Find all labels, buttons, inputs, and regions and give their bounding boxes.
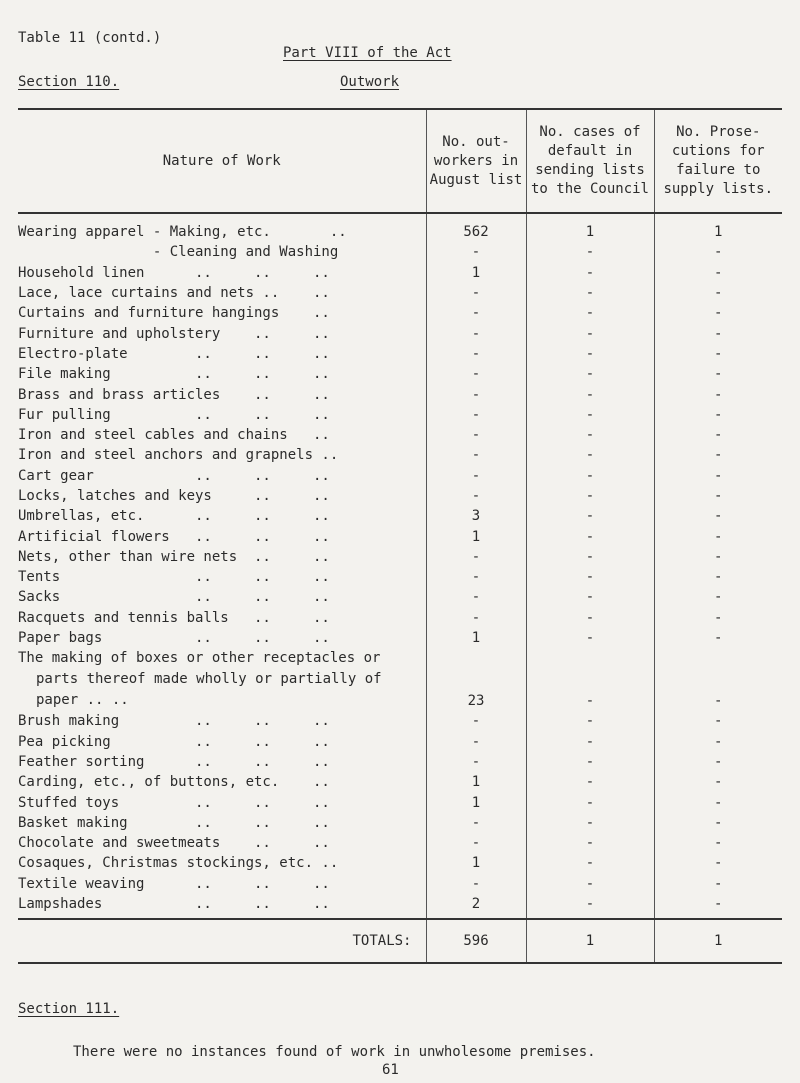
row-defaults: - (526, 567, 654, 587)
row-workers: 1 (426, 853, 526, 873)
row-prosecutions: - (654, 772, 782, 792)
row-workers: - (426, 567, 526, 587)
row-defaults: - (526, 323, 654, 343)
header-default-cases: No. cases of default in sending lists to the Council (526, 109, 654, 213)
table-row (18, 283, 782, 303)
row-defaults: - (526, 608, 654, 628)
table-row (18, 213, 782, 242)
table-row (18, 587, 782, 607)
row-prosecutions: 1 (654, 213, 782, 242)
table-row (18, 608, 782, 628)
row-workers: 1 (426, 772, 526, 792)
row-prosecutions: - (654, 466, 782, 486)
row-workers: - (426, 323, 526, 343)
row-workers: - (426, 813, 526, 833)
table-row (18, 466, 782, 486)
row-defaults: - (526, 813, 654, 833)
row-defaults: - (526, 364, 654, 384)
row-workers: 23 (426, 648, 526, 711)
row-workers: - (426, 425, 526, 445)
page-number: 61 (382, 1062, 399, 1078)
row-label: Nets, other than wire nets .. .. (18, 548, 330, 565)
row-workers: - (426, 466, 526, 486)
outwork-table (18, 108, 782, 964)
row-defaults: 1 (526, 213, 654, 242)
row-prosecutions: - (654, 874, 782, 894)
row-prosecutions: - (654, 344, 782, 364)
table-row (18, 772, 782, 792)
section-111-note: There were no instances found of work in unwholesome premises. (73, 1044, 596, 1060)
row-defaults: - (526, 405, 654, 425)
row-defaults: - (526, 242, 654, 262)
table-row (18, 853, 782, 873)
section-110-heading: Section 110. (18, 74, 120, 90)
row-defaults: - (526, 792, 654, 812)
row-label: Locks, latches and keys .. .. (18, 488, 330, 504)
row-prosecutions: - (654, 384, 782, 404)
row-workers: - (426, 833, 526, 853)
table-row (18, 323, 782, 343)
row-defaults: - (526, 263, 654, 283)
row-label: Lace, lace curtains and nets .. .. (18, 285, 330, 302)
row-defaults: - (526, 853, 654, 873)
row-prosecutions: - (654, 323, 782, 343)
table-row (18, 344, 782, 364)
row-prosecutions: - (654, 894, 782, 919)
row-defaults: - (526, 711, 654, 731)
row-prosecutions: - (654, 263, 782, 283)
row-label: Lampshades .. .. .. (18, 894, 426, 919)
header-prosecutions: No. Prose- cutions for failure to supply lists. (654, 109, 782, 213)
row-label: Carding, etc., of buttons, etc. .. (18, 774, 330, 791)
table-row (18, 628, 782, 648)
row-prosecutions: - (654, 303, 782, 323)
row-prosecutions: - (654, 853, 782, 873)
table-row (18, 648, 782, 711)
row-prosecutions: - (654, 833, 782, 853)
table-reference: Table 11 (contd.) (18, 30, 162, 46)
row-label: Cart gear .. .. .. (18, 467, 330, 484)
row-defaults: - (526, 587, 654, 607)
table-row (18, 711, 782, 731)
row-prosecutions: - (654, 486, 782, 506)
row-defaults: - (526, 628, 654, 648)
row-label: Wearing apparel - Making, etc. .. (18, 224, 347, 241)
table-row (18, 303, 782, 323)
totals-label: TOTALS: (18, 919, 426, 963)
row-label: The making of boxes or other receptacles or parts thereof made wholly or partially of paper .. .. (18, 650, 382, 709)
row-label: Brass and brass articles .. .. (18, 386, 330, 403)
row-label: Curtains and furniture hangings .. (18, 305, 330, 322)
row-prosecutions: - (654, 587, 782, 607)
row-prosecutions: - (654, 813, 782, 833)
row-workers: 1 (426, 792, 526, 812)
row-prosecutions: - (654, 752, 782, 772)
table-row (18, 486, 782, 506)
row-workers: - (426, 486, 526, 506)
row-prosecutions: - (654, 567, 782, 587)
total-defaults: 1 (526, 919, 654, 963)
row-workers: - (426, 608, 526, 628)
row-workers: - (426, 303, 526, 323)
table-row (18, 445, 782, 465)
table-row (18, 752, 782, 772)
row-label: Basket making .. .. .. (18, 814, 330, 831)
row-workers: 1 (426, 526, 526, 546)
totals-row (18, 919, 782, 963)
row-prosecutions: - (654, 547, 782, 567)
row-prosecutions: - (654, 732, 782, 752)
row-label: Cosaques, Christmas stockings, etc. .. (18, 855, 339, 872)
table-row (18, 567, 782, 587)
table-row (18, 732, 782, 752)
part-title: Part VIII of the Act (283, 45, 452, 61)
table-row (18, 526, 782, 546)
table-row (18, 384, 782, 404)
row-defaults: - (526, 506, 654, 526)
row-workers: - (426, 242, 526, 262)
row-defaults: - (526, 344, 654, 364)
table-row (18, 894, 782, 919)
row-label: Umbrellas, etc. .. .. .. (18, 508, 330, 525)
row-defaults: - (526, 526, 654, 546)
row-prosecutions: - (654, 405, 782, 425)
row-defaults: - (526, 648, 654, 711)
row-prosecutions: - (654, 648, 782, 711)
row-defaults: - (526, 833, 654, 853)
table-row (18, 813, 782, 833)
row-label: Artificial flowers .. .. .. (18, 528, 330, 545)
row-label: Textile weaving .. .. .. (18, 875, 330, 892)
row-prosecutions: - (654, 526, 782, 546)
table-row (18, 364, 782, 384)
row-defaults: - (526, 425, 654, 445)
row-label: Paper bags .. .. .. (18, 630, 330, 647)
row-workers: - (426, 587, 526, 607)
row-prosecutions: - (654, 506, 782, 526)
row-workers: 3 (426, 506, 526, 526)
row-defaults: - (526, 772, 654, 792)
row-prosecutions: - (654, 628, 782, 648)
row-prosecutions: - (654, 242, 782, 262)
row-workers: 2 (426, 894, 526, 919)
row-label: Iron and steel cables and chains .. (18, 427, 330, 444)
row-label: Furniture and upholstery .. .. (18, 325, 330, 342)
row-label: Chocolate and sweetmeats .. .. (18, 835, 330, 852)
header-outworkers: No. out- workers in August list (426, 109, 526, 213)
row-workers: - (426, 547, 526, 567)
row-prosecutions: - (654, 608, 782, 628)
row-workers: - (426, 405, 526, 425)
row-label: Racquets and tennis balls .. .. (18, 609, 330, 626)
row-defaults: - (526, 384, 654, 404)
row-workers: - (426, 874, 526, 894)
row-workers: 1 (426, 628, 526, 648)
row-prosecutions: - (654, 283, 782, 303)
row-label: Electro-plate .. .. .. (18, 345, 330, 362)
table-row (18, 263, 782, 283)
row-defaults: - (526, 303, 654, 323)
row-defaults: - (526, 486, 654, 506)
section-111-heading: Section 111. (18, 1001, 120, 1017)
row-workers: - (426, 384, 526, 404)
row-defaults: - (526, 466, 654, 486)
total-workers: 596 (426, 919, 526, 963)
table-header-row (18, 109, 782, 213)
row-prosecutions: - (654, 792, 782, 812)
row-label: Fur pulling .. .. .. (18, 406, 330, 423)
row-label: Tents .. .. .. (18, 569, 330, 586)
row-workers: - (426, 283, 526, 303)
row-label: - Cleaning and Washing (18, 244, 339, 261)
row-workers: - (426, 364, 526, 384)
row-defaults: - (526, 752, 654, 772)
row-defaults: - (526, 874, 654, 894)
table-body (18, 213, 782, 919)
row-workers: - (426, 344, 526, 364)
row-label: File making .. .. .. (18, 366, 330, 383)
table-row (18, 874, 782, 894)
row-defaults: - (526, 894, 654, 919)
row-prosecutions: - (654, 711, 782, 731)
row-prosecutions: - (654, 425, 782, 445)
row-label: Iron and steel anchors and grapnels .. (18, 447, 339, 464)
table-row (18, 242, 782, 262)
row-prosecutions: - (654, 445, 782, 465)
table-row (18, 547, 782, 567)
total-prosecutions: 1 (654, 919, 782, 963)
row-label: Brush making .. .. .. (18, 713, 330, 730)
table-row (18, 792, 782, 812)
row-label: Pea picking .. .. .. (18, 733, 330, 750)
row-defaults: - (526, 732, 654, 752)
row-workers: 562 (426, 213, 526, 242)
row-workers: - (426, 711, 526, 731)
row-label: Household linen .. .. .. (18, 264, 330, 281)
table-row (18, 405, 782, 425)
row-prosecutions: - (654, 364, 782, 384)
table-row (18, 506, 782, 526)
outwork-title: Outwork (340, 74, 400, 90)
row-label: Feather sorting .. .. .. (18, 753, 330, 770)
row-workers: 1 (426, 263, 526, 283)
row-label: Stuffed toys .. .. .. (18, 794, 330, 811)
row-label: Sacks .. .. .. (18, 589, 330, 606)
row-defaults: - (526, 547, 654, 567)
row-workers: - (426, 752, 526, 772)
header-nature-of-work: Nature of Work (18, 109, 426, 213)
row-defaults: - (526, 283, 654, 303)
table-row (18, 425, 782, 445)
table-row (18, 833, 782, 853)
row-workers: - (426, 445, 526, 465)
row-workers: - (426, 732, 526, 752)
row-defaults: - (526, 445, 654, 465)
